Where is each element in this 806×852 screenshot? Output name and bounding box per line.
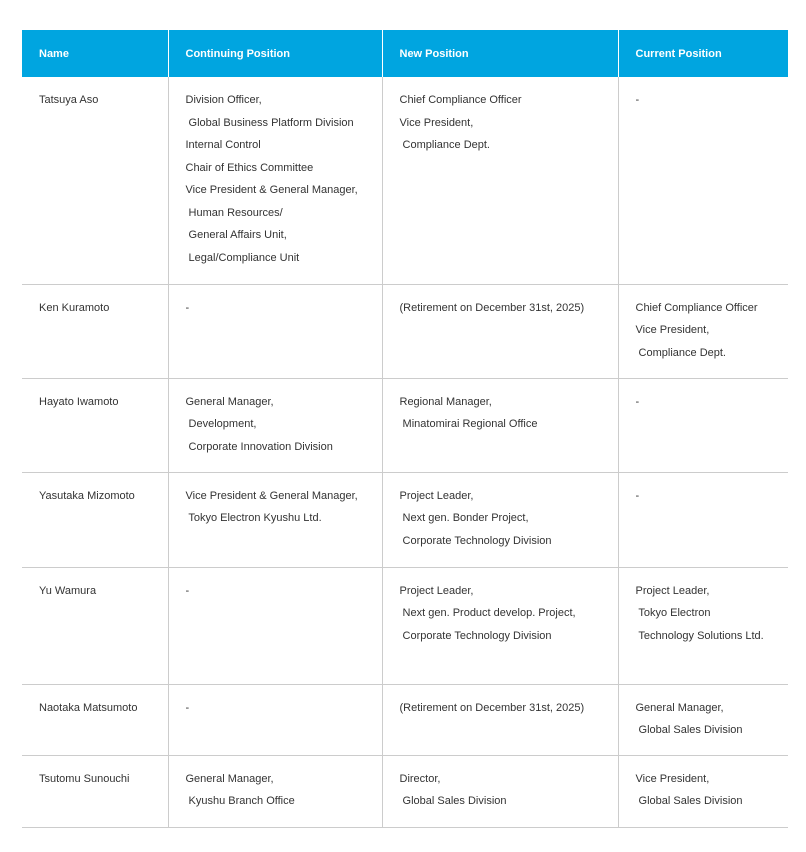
person-name: Yasutaka Mizomoto — [39, 489, 135, 502]
position-line: Vice President, — [399, 116, 474, 129]
cell-name — [22, 472, 168, 567]
position-line: - — [185, 584, 190, 597]
position-line: - — [185, 701, 190, 714]
table-body — [22, 77, 788, 827]
table-row — [22, 567, 788, 684]
cell-current-position — [618, 284, 788, 378]
position-line: Legal/Compliance Unit — [185, 251, 300, 264]
position-line: General Manager, — [185, 772, 274, 785]
table-row — [22, 284, 788, 378]
cell-continuing-position — [168, 472, 382, 567]
cell-name — [22, 284, 168, 378]
position-line: Technology Solutions Ltd. — [635, 629, 764, 642]
cell-new-position — [382, 284, 618, 378]
cell-current-position — [618, 684, 788, 755]
position-line: Vice President, — [635, 324, 710, 336]
position-line: Chief Compliance Officer — [635, 301, 758, 314]
cell-continuing-position — [168, 77, 382, 284]
position-line: Project Leader, — [635, 584, 710, 597]
position-line: Tokyo Electron — [635, 607, 711, 619]
header-current-position: Current Position — [618, 30, 788, 77]
cell-current-position — [618, 378, 788, 472]
cell-continuing-position — [168, 684, 382, 755]
cell-continuing-position — [168, 755, 382, 827]
position-line: - — [635, 395, 640, 408]
table-row — [22, 378, 788, 472]
position-line: Project Leader, — [399, 489, 474, 502]
position-line: Chair of Ethics Committee — [185, 161, 314, 174]
cell-new-position — [382, 472, 618, 567]
position-line: Next gen. Bonder Project, — [399, 512, 529, 524]
position-line: Global Sales Division — [635, 795, 743, 807]
header-continuing-position: Continuing Position — [168, 30, 382, 77]
header-name: Name — [22, 30, 168, 77]
position-line: Global Sales Division — [399, 795, 507, 807]
cropped-intro-text — [168, 0, 688, 5]
position-line: Compliance Dept. — [399, 139, 490, 151]
position-line: Division Officer, — [185, 94, 262, 106]
position-line: Development, — [185, 418, 257, 430]
cell-name — [22, 755, 168, 827]
position-line: Vice President & General Manager, — [185, 489, 358, 502]
position-line: Internal Control — [185, 139, 261, 151]
cell-new-position — [382, 684, 618, 755]
table-row — [22, 684, 788, 755]
position-line: Tokyo Electron Kyushu Ltd. — [185, 512, 322, 524]
position-line: General Manager, — [635, 701, 724, 714]
table-header — [22, 30, 788, 77]
position-line: - — [185, 301, 190, 314]
position-line: Next gen. Product develop. Project, — [399, 607, 576, 619]
position-line: - — [635, 94, 640, 106]
position-line: General Manager, — [185, 395, 274, 408]
position-line: - — [635, 489, 640, 502]
person-name: Yu Wamura — [39, 584, 97, 597]
header-row — [22, 30, 788, 77]
person-name: Naotaka Matsumoto — [39, 701, 138, 714]
cell-current-position — [618, 472, 788, 567]
cell-name — [22, 684, 168, 755]
table-row — [22, 472, 788, 567]
cell-new-position — [382, 567, 618, 684]
position-line: Human Resources/ — [185, 206, 283, 219]
cell-new-position — [382, 378, 618, 472]
person-name: Tsutomu Sunouchi — [39, 772, 130, 785]
cell-new-position — [382, 755, 618, 827]
cell-continuing-position — [168, 284, 382, 378]
table-row — [22, 755, 788, 827]
cell-new-position — [382, 77, 618, 284]
position-line: (Retirement on December 31st, 2025) — [399, 701, 585, 714]
cell-continuing-position — [168, 378, 382, 472]
position-line: Compliance Dept. — [635, 346, 726, 359]
position-line: Vice President, — [635, 772, 710, 785]
cell-current-position — [618, 567, 788, 684]
person-name: Hayato Iwamoto — [39, 395, 119, 408]
position-line: Project Leader, — [399, 584, 474, 597]
position-line: Corporate Technology Division — [399, 534, 552, 547]
position-line: General Affairs Unit, — [185, 229, 287, 241]
cell-name — [22, 77, 168, 284]
person-name: Tatsuya Aso — [39, 94, 99, 106]
cell-current-position — [618, 77, 788, 284]
position-changes-table — [22, 30, 788, 828]
cell-current-position — [618, 755, 788, 827]
cell-name — [22, 567, 168, 684]
cell-continuing-position — [168, 567, 382, 684]
position-line: Corporate Innovation Division — [185, 440, 333, 453]
position-line: Director, — [399, 772, 441, 785]
position-line: Global Sales Division — [635, 724, 743, 736]
table-row — [22, 77, 788, 284]
position-line: Chief Compliance Officer — [399, 94, 522, 106]
header-new-position: New Position — [382, 30, 618, 77]
person-name: Ken Kuramoto — [39, 301, 110, 314]
cell-name — [22, 378, 168, 472]
position-line: (Retirement on December 31st, 2025) — [399, 301, 585, 314]
position-line: Kyushu Branch Office — [185, 795, 295, 807]
position-line: Global Business Platform Division — [185, 116, 354, 129]
position-line: Vice President & General Manager, — [185, 184, 358, 196]
position-line: Corporate Technology Division — [399, 629, 552, 642]
position-line: Regional Manager, — [399, 395, 492, 408]
position-line: Minatomirai Regional Office — [399, 418, 538, 430]
